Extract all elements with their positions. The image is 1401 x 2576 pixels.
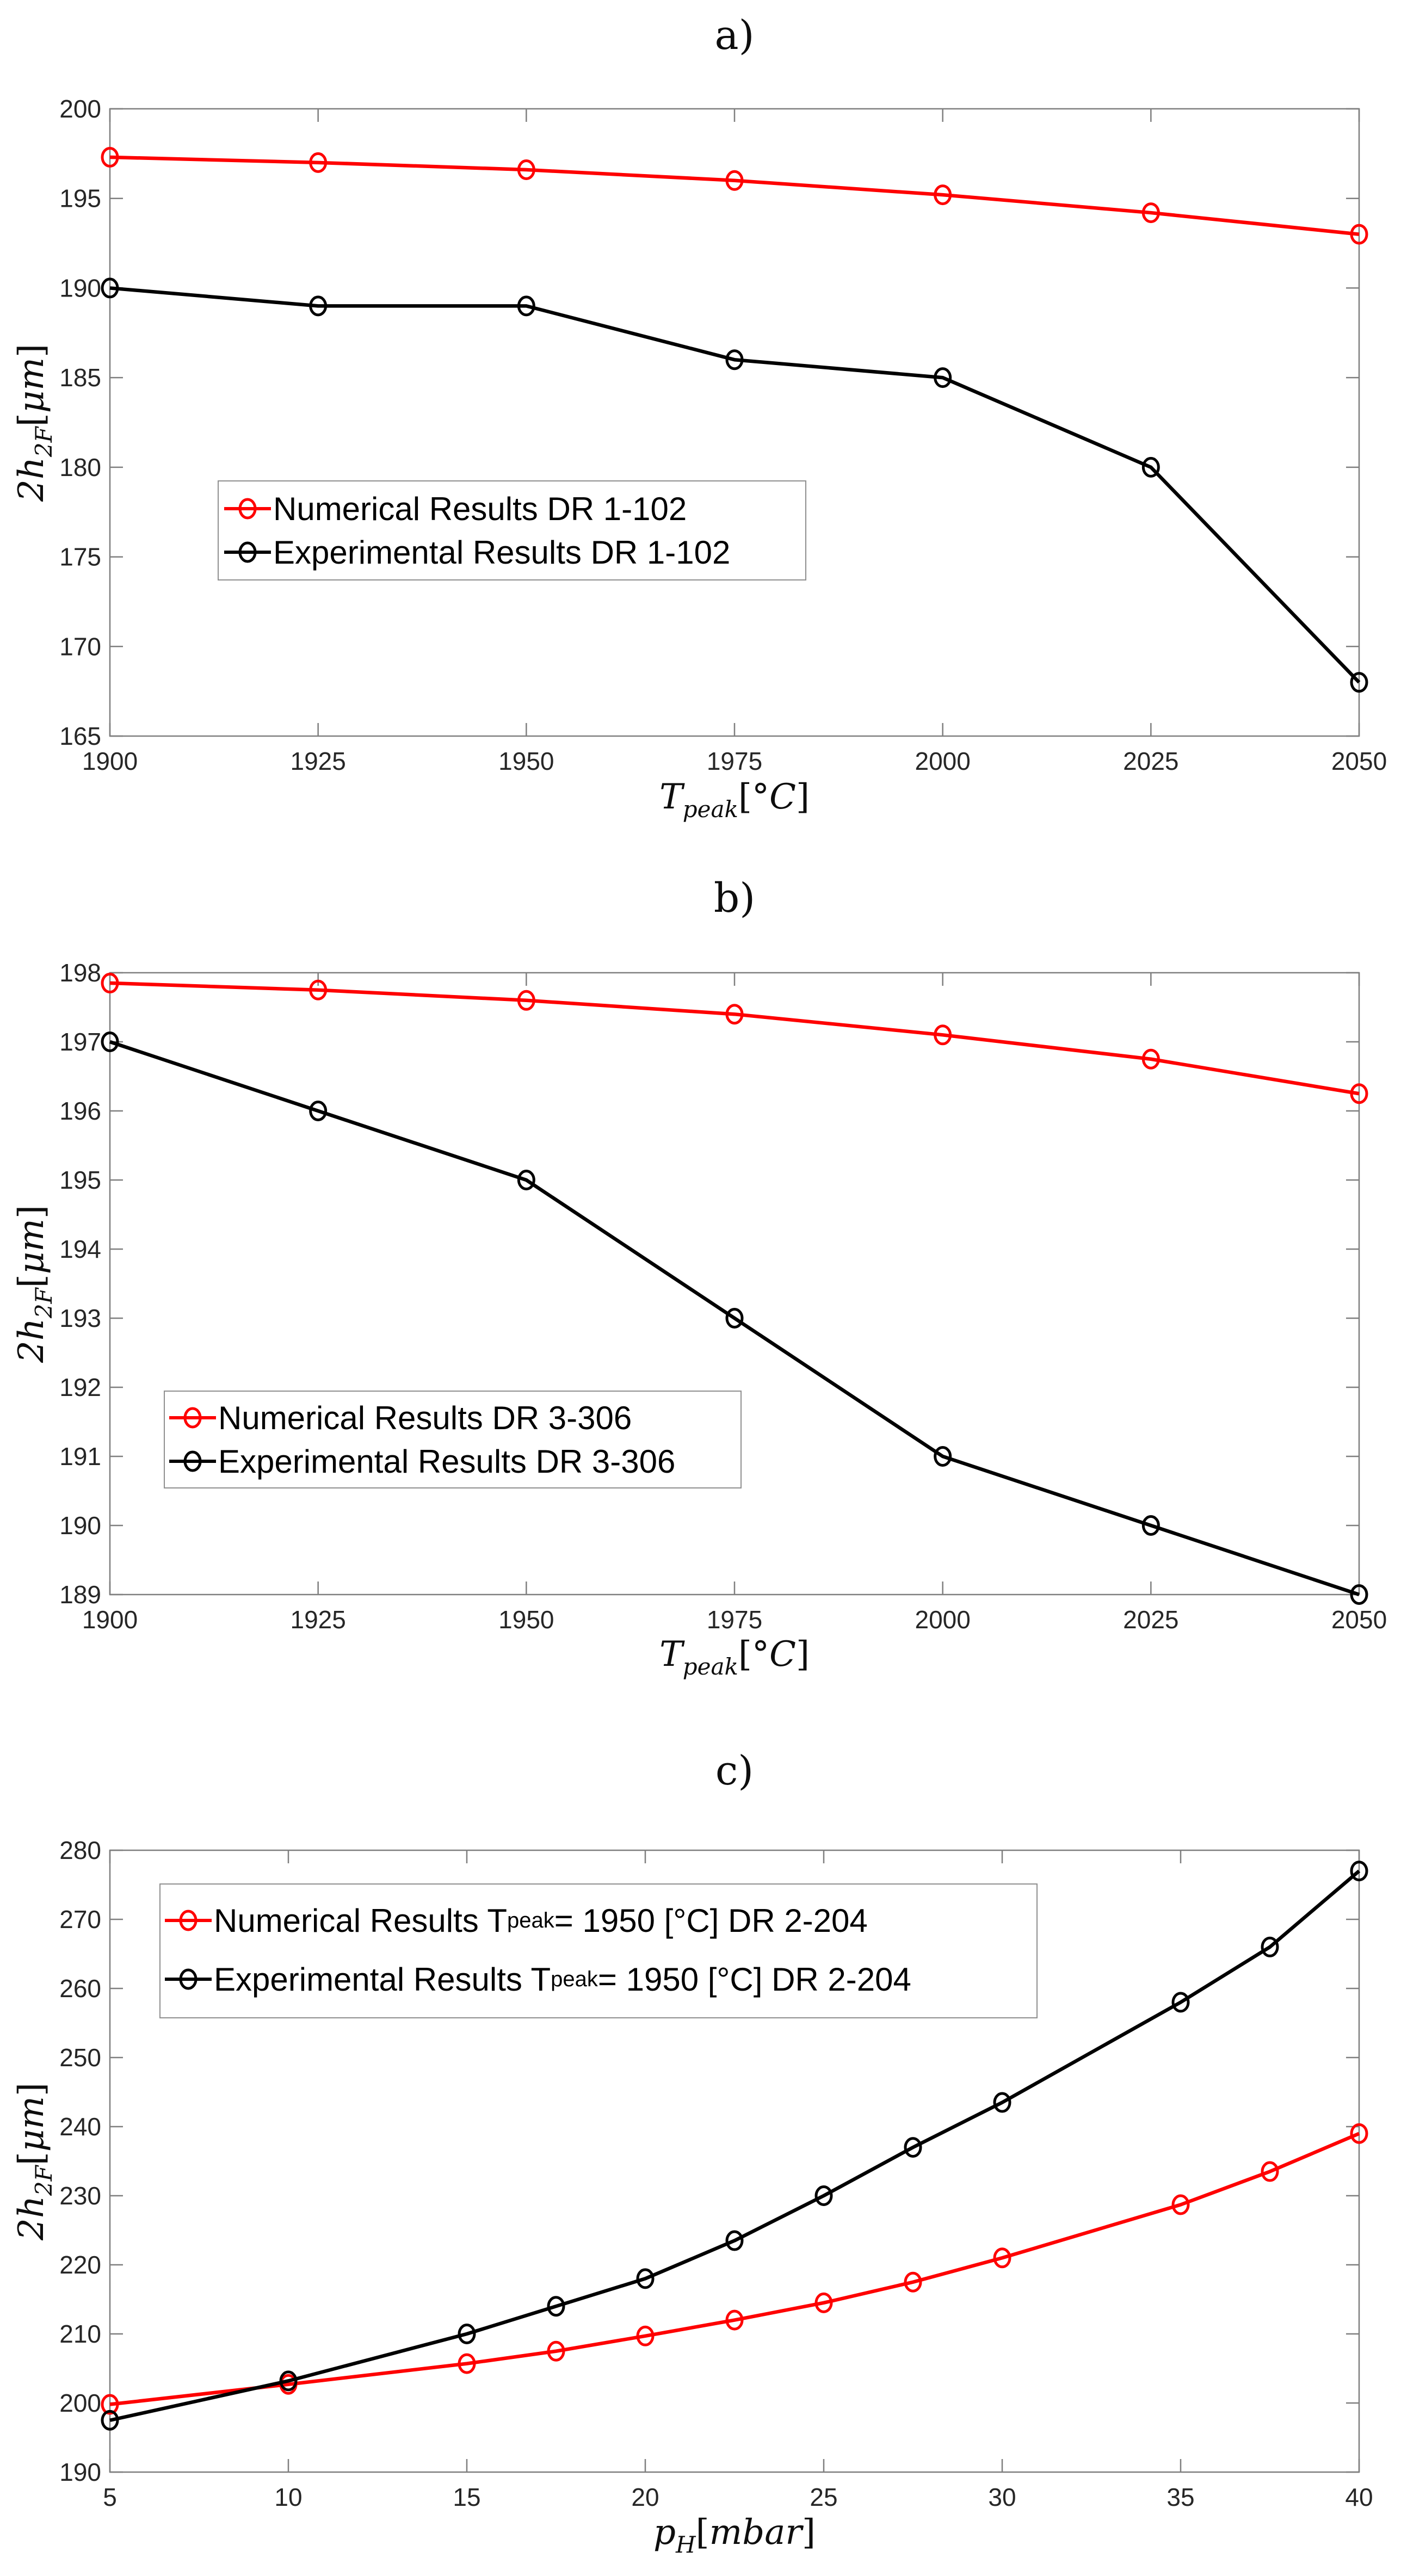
x-tick-label: 1900 (82, 1605, 138, 1634)
legend-entry-label: Numerical Results T (214, 1902, 508, 1939)
y-tick-label: 220 (59, 2251, 101, 2279)
y-tick-label: 198 (59, 959, 101, 987)
legend-entry-label: Numerical Results DR 3-306 (218, 1399, 632, 1436)
experimental-series-marker-icon (165, 1967, 212, 1992)
legend-entry-label: Experimental Results DR 1-102 (273, 534, 731, 571)
x-tick-label: 2050 (1331, 747, 1387, 775)
panel-b-x-axis-label: $T_{peak}[^\circ C]$ (659, 1634, 810, 1680)
x-tick-label: 15 (453, 2483, 481, 2511)
y-tick-label: 189 (59, 1580, 101, 1609)
panel-a-legend (218, 480, 806, 580)
x-tick-label: 1950 (498, 747, 554, 775)
x-tick-label: 1900 (82, 747, 138, 775)
legend-entry-label: Experimental Results T (214, 1961, 551, 1998)
panel-c-title: c) (715, 1747, 754, 1794)
x-tick-label: 25 (810, 2483, 838, 2511)
legend-entry-experimental (169, 1440, 740, 1483)
numerical-series-marker-icon (224, 496, 271, 521)
y-tick-label: 190 (59, 1511, 101, 1540)
experimental-series-line-b (110, 1042, 1359, 1595)
x-tick-label: 5 (103, 2483, 117, 2511)
panel-a-y-axis-label: $2h_{2F}[\mu m]$ (11, 343, 57, 502)
y-tick-label: 230 (59, 2182, 101, 2210)
legend-entry-experimental: Experimental Results T peak = 1950 [°C] DR 2-204 (165, 1950, 1036, 2009)
x-tick-label: 10 (274, 2483, 303, 2511)
y-tick-label: 210 (59, 2320, 101, 2348)
y-tick-label: 197 (59, 1028, 101, 1056)
experimental-series-marker-icon (224, 540, 271, 565)
y-tick-label: 260 (59, 1974, 101, 2003)
x-tick-label: 40 (1345, 2483, 1373, 2511)
panel-b-legend (164, 1391, 742, 1488)
numerical-series-line-c (110, 2134, 1359, 2405)
y-tick-label: 175 (59, 542, 101, 571)
y-tick-label: 191 (59, 1442, 101, 1471)
x-tick-label: 2000 (915, 747, 971, 775)
x-tick-label: 1950 (498, 1605, 554, 1634)
experimental-series-marker-icon (169, 1449, 216, 1474)
y-tick-label: 165 (59, 722, 101, 750)
x-tick-label: 2000 (915, 1605, 971, 1634)
panel-b-y-axis-label: $2h_{2F}[\mu m]$ (11, 1204, 57, 1363)
x-tick-label: 20 (631, 2483, 659, 2511)
y-tick-label: 195 (59, 184, 101, 213)
panel-c-y-axis-label: $2h_{2F}[\mu m]$ (11, 2082, 57, 2241)
y-tick-label: 193 (59, 1304, 101, 1332)
plot-border-a (110, 109, 1359, 736)
legend-entry-experimental (224, 530, 805, 574)
y-tick-label: 280 (59, 1836, 101, 1864)
legend-entry-label: Experimental Results DR 3-306 (218, 1443, 676, 1480)
x-tick-label: 35 (1167, 2483, 1195, 2511)
x-tick-label: 1975 (706, 747, 763, 775)
numerical-series-line-b (110, 983, 1359, 1094)
y-tick-label: 240 (59, 2112, 101, 2141)
y-tick-label: 185 (59, 363, 101, 392)
x-tick-label: 2050 (1331, 1605, 1387, 1634)
y-tick-label: 192 (59, 1373, 101, 1401)
y-tick-label: 250 (59, 2043, 101, 2072)
legend-entry-label: Numerical Results DR 1-102 (273, 490, 687, 527)
x-tick-label: 1975 (706, 1605, 763, 1634)
y-tick-label: 195 (59, 1166, 101, 1194)
y-tick-label: 270 (59, 1905, 101, 1933)
x-tick-label: 2025 (1123, 747, 1179, 775)
x-tick-label: 1925 (290, 1605, 346, 1634)
x-tick-label: 2025 (1123, 1605, 1179, 1634)
y-tick-label: 190 (59, 274, 101, 302)
x-tick-label: 30 (988, 2483, 1016, 2511)
legend-entry-numerical (169, 1396, 740, 1440)
y-tick-label: 194 (59, 1235, 101, 1263)
y-tick-label: 190 (59, 2458, 101, 2486)
y-tick-label: 200 (59, 95, 101, 123)
panel-c-x-axis-label: $p_H[mbar]$ (653, 2512, 816, 2558)
panel-c-legend (159, 1883, 1038, 2018)
numerical-series-line-a (110, 157, 1359, 234)
y-tick-label: 196 (59, 1097, 101, 1125)
y-tick-label: 200 (59, 2389, 101, 2417)
y-tick-label: 180 (59, 453, 101, 481)
numerical-series-marker-icon (165, 1908, 212, 1933)
panel-a-x-axis-label: $T_{peak}[^\circ C]$ (659, 777, 810, 823)
x-tick-label: 1925 (290, 747, 346, 775)
legend-entry-numerical (224, 487, 805, 530)
legend-entry-numerical: Numerical Results T peak = 1950 [°C] DR 2-204 (165, 1891, 1036, 1950)
y-tick-label: 170 (59, 632, 101, 661)
numerical-series-marker-icon (169, 1405, 216, 1430)
panel-a-title: a) (714, 12, 755, 59)
panel-b-title: b) (713, 875, 756, 922)
plot-border-b (110, 973, 1359, 1595)
